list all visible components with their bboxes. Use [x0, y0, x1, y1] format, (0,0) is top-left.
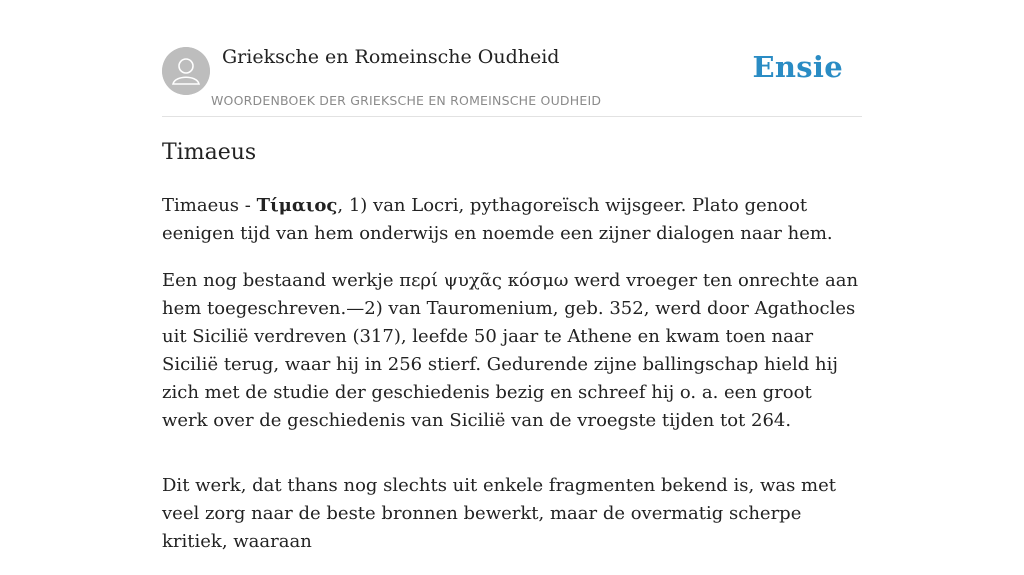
entry-paragraph-1	[162, 192, 862, 248]
source-header	[162, 0, 862, 117]
entry-title: Timaeus	[162, 140, 257, 165]
ensie-logo[interactable]: Ensie	[752, 50, 843, 84]
entry-paragraph-2: Een nog bestaand werkje περί ψυχᾶς κόσμω werd vroeger ten onrechte aan hem toegeschreven.—2) van Tauromenium, geb. 352, werd door Agathocles uit Sicilië verdreven (317), leefde 50 jaar te Athene en kwam toen naar Sicilië terug, waar hij in 256 stierf. Gedurende zijne ballingschap hield hij zich met de studie der geschiedenis bezig en schreef hij o. a. een groot werk over de geschiedenis van Sicilië van de vroegste tijden tot 264.	[162, 270, 859, 431]
entry-paragraph-1-text: , 1) van Locri, pythagoreïsch wijsgeer. Plato genoot eenigen tijd van hem onderwijs en noemde een zijner dialogen naar hem.	[162, 195, 833, 244]
entry-greek-term: Τίμαιος	[256, 195, 338, 216]
entry-lead: Timaeus -	[162, 195, 257, 216]
source-subtitle: WOORDENBOEK DER GRIEKSCHE EN ROMEINSCHE OUDHEID	[211, 93, 602, 108]
entry-paragraph-3: Dit werk, dat thans nog slechts uit enkele fragmenten bekend is, was met veel zorg naar de beste bronnen bewerkt, maar de overmatig scherpe kritiek, waaraan	[162, 475, 836, 552]
source-title-link[interactable]: Grieksche en Romeinsche Oudheid	[222, 46, 560, 68]
user-avatar-icon[interactable]	[162, 47, 210, 95]
entry-body	[162, 192, 862, 575]
page-container	[162, 0, 862, 552]
